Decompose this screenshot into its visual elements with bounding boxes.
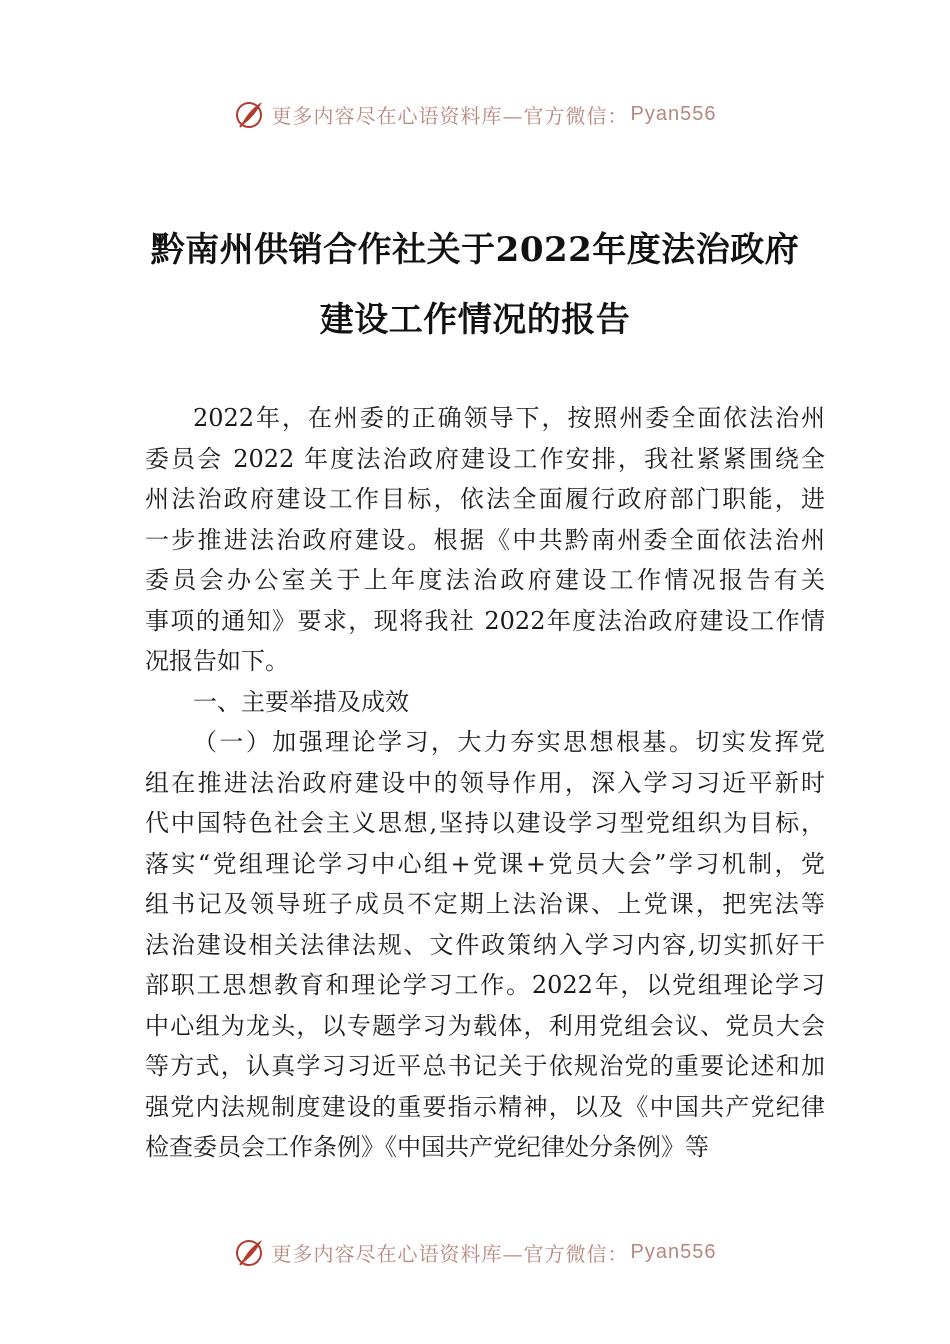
watermark-header bbox=[0, 94, 950, 134]
paragraph-line: 等方式，认真学习习近平总书记关于依规治党的重要论述和加 bbox=[145, 1052, 825, 1080]
paragraph-line: 强党内法规制度建设的重要指示精神，以及《中国共产党纪律 bbox=[145, 1092, 825, 1121]
paragraph-line: 部职工思想教育和理论学习工作。2022年，以党组理论学习 bbox=[145, 971, 825, 999]
quill-pen-icon bbox=[234, 98, 266, 130]
paragraph-line: 中心组为龙头，以专题学习为载体，利用党组会议、党员大会 bbox=[145, 1011, 825, 1040]
watermark-footer bbox=[0, 1232, 950, 1272]
paragraph-line: 一步推进法治政府建设。根据《中共黔南州委全面依法治州 bbox=[145, 525, 825, 554]
paragraph-line: 组在推进法治政府建设中的领导作用，深入学习习近平新时 bbox=[145, 768, 825, 797]
paragraph-line: 法治建设相关法律法规、文件政策纳入学习内容,切实抓好干 bbox=[145, 930, 825, 959]
paragraph-line: 落实“党组理论学习中心组+党课+党员大会”学习机制，党 bbox=[145, 849, 825, 878]
paragraph-line: 检查委员会工作条例》《中国共产党纪律处分条例》等 bbox=[145, 1133, 709, 1161]
paragraph-line: 组书记及领导班子成员不定期上法治课、上党课，把宪法等 bbox=[145, 890, 825, 918]
section-heading: 一、主要举措及成效 bbox=[193, 687, 409, 716]
paragraph-intro bbox=[145, 398, 825, 722]
watermark-text: 更多内容尽在心语资料库—官方微信： bbox=[271, 1241, 629, 1266]
paragraph-section-1 bbox=[145, 722, 825, 1168]
paragraph-line: 委员会办公室关于上年度法治政府建设工作情况报告有关 bbox=[145, 566, 825, 594]
watermark-wechat-id: Pyan556 bbox=[630, 1240, 717, 1263]
document-title-line-2: 建设工作情况的报告 bbox=[319, 300, 631, 340]
paragraph-line: （一）加强理论学习，大力夯实思想根基。切实发挥党 bbox=[193, 728, 825, 756]
paragraph-line: 代中国特色社会主义思想,坚持以建设学习型党组织为目标， bbox=[145, 809, 825, 837]
quill-pen-icon bbox=[234, 1236, 266, 1268]
document-title-line-1: 黔南州供销合作社关于2022年度法治政府 bbox=[150, 230, 800, 270]
paragraph-line: 州法治政府建设工作目标，依法全面履行政府部门职能，进 bbox=[145, 485, 825, 513]
watermark-wechat-id: Pyan556 bbox=[630, 102, 717, 125]
paragraph-line: 委员会 2022 年度法治政府建设工作安排，我社紧紧围绕全 bbox=[145, 444, 825, 473]
watermark-text: 更多内容尽在心语资料库—官方微信： bbox=[271, 103, 629, 128]
paragraph-line: 2022年，在州委的正确领导下，按照州委全面依法治州 bbox=[193, 404, 825, 432]
paragraph-line: 况报告如下。 bbox=[145, 647, 289, 675]
paragraph-line: 事项的通知》要求，现将我社 2022年度法治政府建设工作情 bbox=[145, 606, 825, 635]
